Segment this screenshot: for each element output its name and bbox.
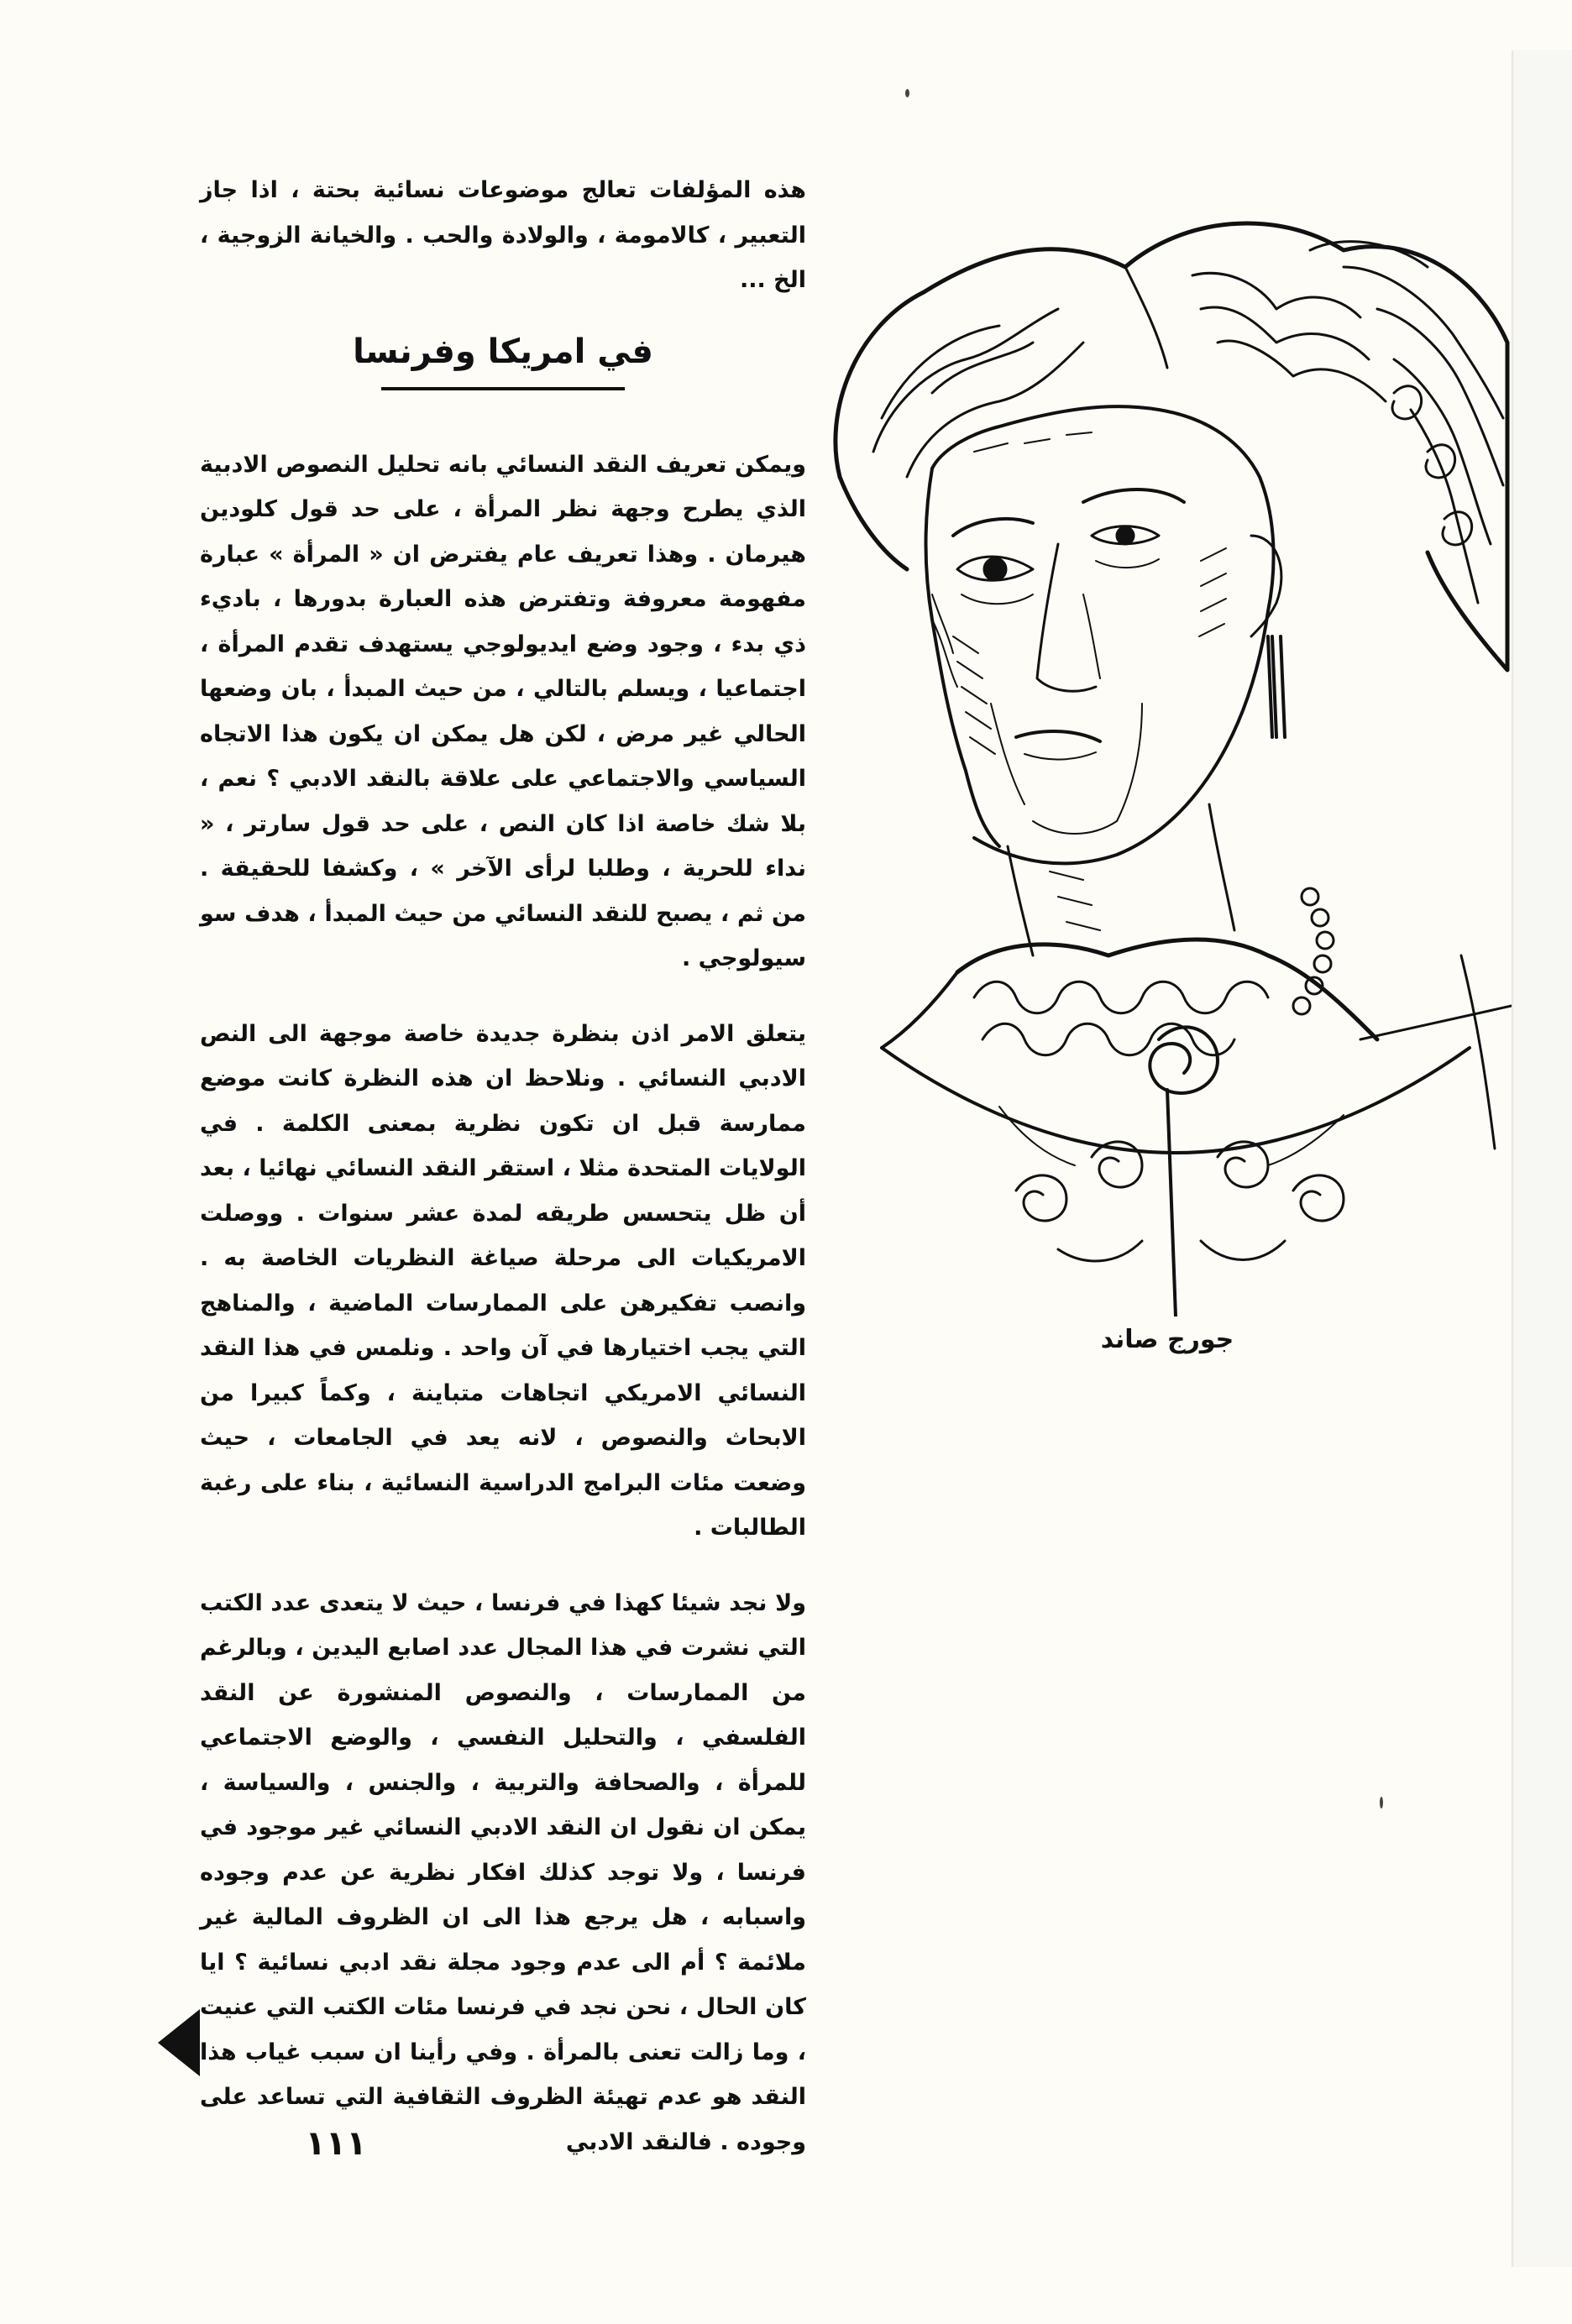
intro-paragraph: هذه المؤلفات تعالج موضوعات نسائية بحتة ، اذا جاز التعبير ، كالامومة ، والولادة والحب . والخيانة الزوجية ، الخ ... bbox=[200, 177, 806, 293]
portrait-caption: جورج صاند bbox=[1100, 1325, 1234, 1354]
page-edge bbox=[1512, 50, 1572, 2267]
portrait-illustration bbox=[806, 200, 1512, 1316]
article-column bbox=[200, 168, 806, 2164]
body-paragraph-1: ويمكن تعريف النقد النسائي بانه تحليل النصوص الادبية الذي يطرح وجهة نظر المرأة ، على حد قول كلودين هيرمان . وهذا تعريف عام يفترض ان « المرأة » عبارة مفهومة معروفة وتفترض هذه العبارة بدورها ، باديء ذي بدء ، وجود وضع ايديولوجي يستهدف تقدم المرأة ، اجتماعيا ، ويسلم بالتالي ، من حيث المبدأ ، بان وضعها الحالي غير مرض ، لكن هل يمكن ان يكون هذا الاتجاه السياسي والاجتماعي على علاقة بالنقد الادبي ؟ نعم ، بلا شك خاصة اذا كان النص ، على حد قول سارتر ، « نداء للحرية ، وطلبا لرأى الآخر » ، وكشفا للحقيقة . من ثم ، يصبح للنقد النسائي من حيث المبدأ ، هدف سو سيولوجي . bbox=[200, 451, 806, 971]
section-underline bbox=[381, 387, 625, 390]
left-triangle-marker bbox=[158, 2009, 200, 2076]
body-paragraph-2: يتعلق الامر اذن بنظرة جديدة خاصة موجهة الى النص الادبي النسائي . ونلاحظ ان هذه النظرة كانت موضع ممارسة قبل ان تكون نظرية بمعنى الكلمة . في الولايات المتحدة مثلا ، استقر النقد النسائي نهائيا ، بعد أن ظل يتحسس طريقه لمدة عشر سنوات . ووصلت الامريكيات الى مرحلة صياغة النظريات الخاصة به . وانصب تفكيرهن على الممارسات الماضية ، والمناهج التي يجب اختيارها في آن واحد . ونلمس في هذا النقد النسائي الامريكي اتجاهات متباينة ، وكماً كبيرا من الابحاث والنصوص ، لانه يعد في الجامعات ، حيث وضعت مئات البرامج الدراسية النسائية ، بناء على رغبة الطالبات . bbox=[200, 1020, 806, 1541]
ink-speck bbox=[905, 89, 909, 97]
body-paragraph-3: ولا نجد شيئا كهذا في فرنسا ، حيث لا يتعدى عدد الكتب التي نشرت في هذا المجال عدد اصابع اليدين ، وبالرغم من الممارسات ، والنصوص المنشورة عن النقد الفلسفي ، والتحليل النفسي ، والوضع الاجتماعي للمرأة ، والصحافة والتربية ، والجنس ، والسياسة ، يمكن ان نقول ان النقد الادبي النسائي غير موجود في فرنسا ، ولا توجد كذلك افكار نظرية عن عدم وجوده واسبابه ، هل يرجع هذا الى ان الظروف المالية غير ملائمة ؟ أم الى عدم وجود مجلة نقد ادبي نسائية ؟ ايا كان الحال ، نحن نجد في فرنسا مئات الكتب التي عنيت ، وما زالت تعنى بالمرأة . وفي رأينا ان سبب غياب هذا النقد هو عدم تهيئة الظروف الثقافية التي تساعد على وجوده . فالنقد الادبي bbox=[200, 1589, 806, 2155]
section-title: في امريكا وفرنسا bbox=[353, 332, 653, 371]
page-number: ١١١ bbox=[305, 2124, 367, 2163]
section-heading bbox=[200, 328, 806, 390]
ink-speck bbox=[1380, 1797, 1383, 1808]
